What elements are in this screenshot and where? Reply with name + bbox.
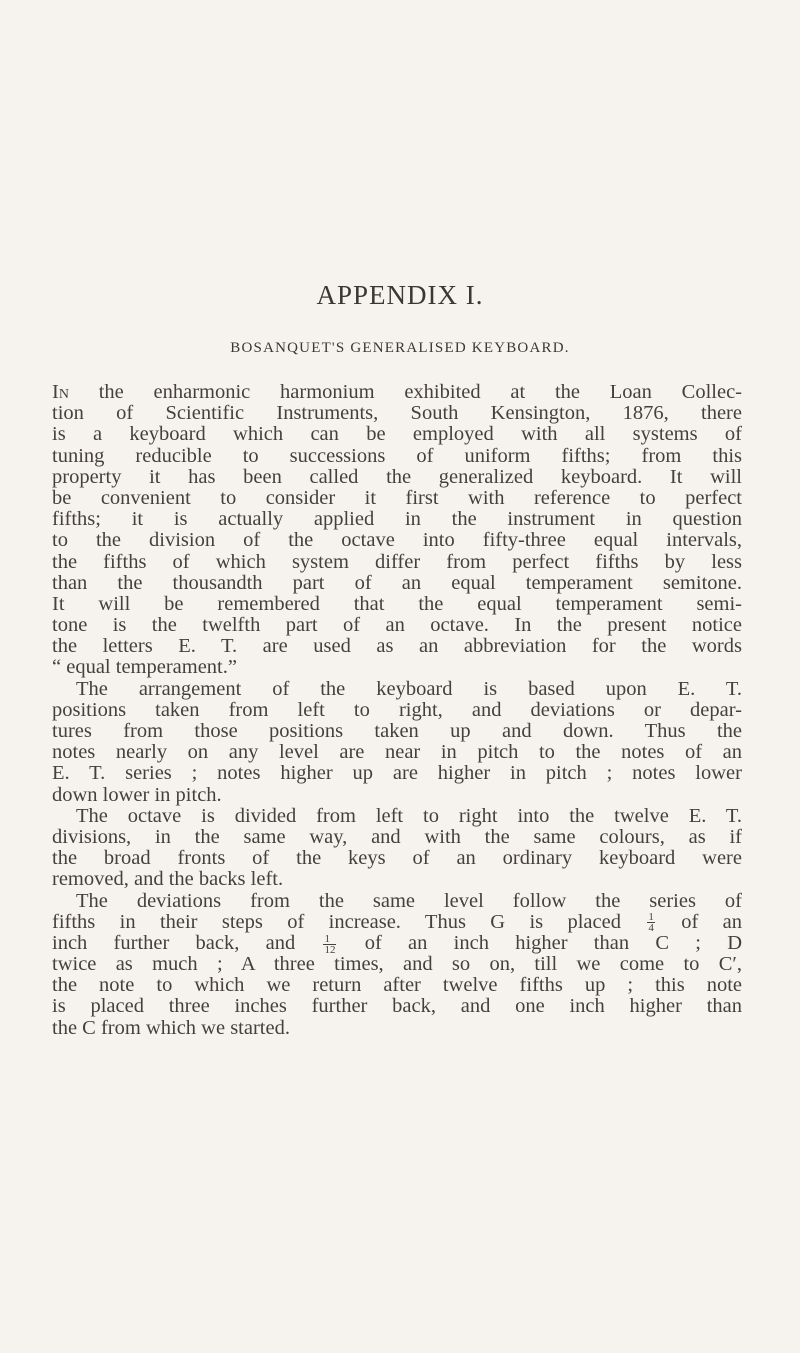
- text-line: It will be remembered that the equal temperament semi-: [52, 592, 742, 615]
- text-line: divisions, in the same way, and with the same colours, as if: [52, 825, 742, 848]
- appendix-title: APPENDIX I.: [316, 280, 484, 310]
- text-line-1: In the enharmonic harmonium exhibited at the Loan Collec-: [52, 381, 742, 403]
- text-line: “ equal temperament.”: [52, 656, 237, 679]
- text-line: tone is the twelfth part of an octave. In the present notice: [52, 614, 742, 637]
- text-line: is a keyboard which can be employed with all systems of: [52, 423, 742, 446]
- text-line: be convenient to consider it first with reference to perfect: [52, 486, 742, 509]
- text-line: fifths; it is actually applied in the instrument in question: [52, 508, 742, 531]
- fraction-twelfth: $\frac{1}{12}$: [324, 932, 336, 956]
- text-line: the broad fronts of the keys of an ordinary keyboard were: [52, 847, 742, 870]
- text-line: tion of Scientific Instruments, South Kensington, 1876, there: [52, 402, 742, 425]
- text-line: tures from those positions taken up and down. Thus the: [52, 720, 742, 742]
- text-line: the C from which we started.: [52, 1016, 290, 1039]
- text-line: removed, and the backs left.: [52, 868, 284, 891]
- text-line: the fifths of which system differ from perfect fifths by less: [52, 550, 742, 573]
- text-line: down lower in pitch.: [52, 783, 222, 806]
- text-line: the letters E. T. are used as an abbreviation for the words: [52, 635, 742, 658]
- text-line: is placed three inches further back, and one inch higher than: [52, 995, 742, 1018]
- text-line-fraction: fifths in their steps of increase. Thus G is placed $\frac{1}{4}$ of an: [52, 910, 743, 935]
- text-line: the note to which we return after twelve fifths up ; this note: [52, 974, 742, 997]
- text-line: E. T. series ; notes higher up are higher in pitch ; notes lower: [52, 762, 742, 785]
- text-line: positions taken from left to right, and deviations or depar-: [52, 698, 742, 721]
- text-line: property it has been called the generalized keyboard. It will: [52, 465, 742, 488]
- text-line: twice as much ; A three times, and so on, till we come to C′,: [52, 953, 742, 976]
- text-line: The arrangement of the keyboard is based upon E. T.: [76, 677, 742, 700]
- text-line: notes nearly on any level are near in pitch to the notes of an: [52, 741, 742, 764]
- text-line: than the thousandth part of an equal temperament semitone.: [52, 571, 742, 594]
- text-line: tuning reducible to successions of uniform fifths; from this: [52, 444, 742, 467]
- body-text: [52, 382, 742, 1039]
- text-line: The deviations from the same level follow the series of: [76, 889, 742, 912]
- drop-cap: In: [52, 381, 69, 403]
- text-line-fraction: inch further back, and $\frac{1}{12}$ of an inch higher than C ; D: [52, 931, 743, 956]
- fraction-quarter: $\frac{1}{4}$: [648, 911, 654, 935]
- text-line: to the division of the octave into fifty-three equal intervals,: [52, 529, 742, 552]
- text-line: The octave is divided from left to right into the twelve E. T.: [76, 804, 742, 827]
- section-title: BOSANQUET'S GENERALISED KEYBOARD.: [230, 340, 570, 356]
